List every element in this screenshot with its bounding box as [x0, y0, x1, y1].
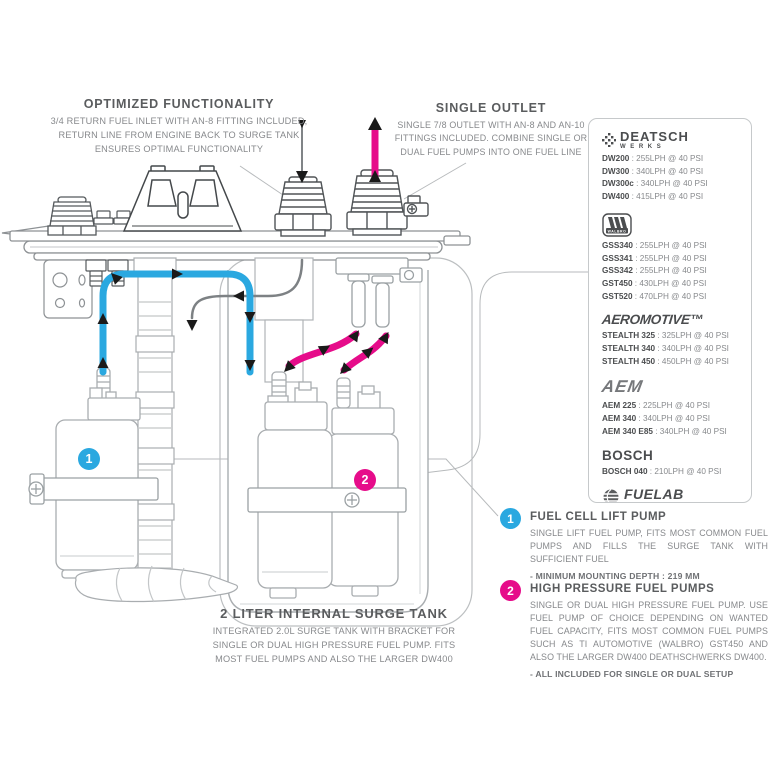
fuelab-logo [602, 487, 738, 503]
walbro-logo-text: WALBRO [607, 229, 627, 234]
optimized-functionality-body: 3/4 RETURN FUEL INLET WITH AN-8 FITTING INCLUDED, RETURN LINE FROM ENGINE BACK TO SURGE TANK ENSURES OPTIMAL FUNCTIONALITY [50, 116, 308, 154]
aeromotive-models [602, 330, 738, 368]
pump-spec-row: DW400 : 415LPH @ 40 PSI [602, 192, 704, 202]
annotation-optimized-functionality [40, 97, 318, 156]
pump-spec-row: GST520 : 470LPH @ 40 PSI [602, 291, 707, 301]
brand-aeromotive [602, 312, 738, 368]
annotation-single-outlet [385, 101, 597, 159]
vent-fitting [48, 197, 96, 235]
lift-pump-clamp [29, 474, 158, 504]
callout-2-body: SINGLE OR DUAL HIGH PRESSURE FUEL PUMP. USE FUEL PUMP OF CHOICE DEPENDING ON WANTED FUEL CAPACITY, FITS MOST COMMON FUEL PUMPS SUCH AS TI AUTOMOTIVE (WALBRO) GST450 AND ALSO THE LARGER DW400 DEATHSCHWERKS DW400. [530, 600, 768, 662]
deatschwerks-logo-sub: WERKS [620, 144, 666, 150]
callout-1-badge: 1 [500, 508, 521, 529]
walbro-logo [602, 213, 738, 237]
diagram-badge-high-pressure-pumps: 2 [354, 469, 376, 491]
hanger-bracket [124, 166, 241, 231]
callout-1-body: SINGLE LIFT FUEL PUMP, FITS MOST COMMON FUEL PUMPS AND FILLS THE SURGE TANK WITH SUFFICIENT FUEL [530, 528, 768, 564]
pump-spec-row: DW300 : 340LPH @ 40 PSI [602, 166, 704, 176]
single-outlet-body: SINGLE 7/8 OUTLET WITH AN-8 AND AN-10 FITTINGS INCLUDED. COMBINE SINGLE OR DUAL FUEL PUMPS INTO ONE FUEL LINE [394, 120, 588, 157]
brand-deatschwerks [602, 130, 738, 204]
pump-spec-row: AEM 340 E85 : 340LPH @ 40 PSI [602, 426, 727, 436]
pump-spec-row: DW300c : 340LPH @ 40 PSI [602, 179, 708, 189]
return-inlet-fitting [275, 177, 331, 236]
diagram-badge-lift-pump: 1 [78, 448, 100, 470]
lift-pump-strut [134, 258, 176, 592]
aem-models [602, 400, 738, 438]
fuelab-logo-text: FUELAB [624, 486, 684, 503]
fuelab-logo-sub [624, 502, 719, 503]
pump-spec-row: DW200 : 255LPH @ 40 PSI [602, 154, 704, 163]
callout-high-pressure-pumps [500, 580, 768, 679]
high-pressure-pump-1 [258, 372, 332, 598]
surge-tank-title: 2 LITER INTERNAL SURGE TANK [220, 606, 448, 621]
pump-spec-row: STEALTH 450 : 450LPH @ 40 PSI [602, 356, 729, 366]
bracket-slot [178, 192, 188, 218]
deatschwerks-logo-icon [602, 133, 616, 147]
pump-spec-row: AEM 340 : 340LPH @ 40 PSI [602, 414, 710, 424]
pump-spec-row: AEM 225 : 225LPH @ 40 PSI [602, 401, 710, 411]
leader-outlet-text-to-fitting [404, 163, 466, 199]
leader-optimized-to-inlet [240, 166, 286, 197]
deatschwerks-logo-text: DEATSCH [620, 129, 689, 144]
pump-clamp-band [248, 488, 406, 512]
brand-bosch [602, 448, 738, 479]
surge-tank-body: INTEGRATED 2.0L SURGE TANK WITH BRACKET FOR SINGLE OR DUAL HIGH PRESSURE FUEL PUMP. FITS MOST FUEL PUMPS AND ALSO THE LARGER DW400 [212, 626, 456, 664]
bosch-models [602, 466, 738, 479]
outlet-fitting [347, 170, 428, 235]
annotation-surge-tank [200, 606, 468, 666]
lift-pump [56, 368, 140, 578]
aeromotive-logo-text: AEROMOTIVE™ [601, 312, 704, 328]
callout-1-title: FUEL CELL LIFT PUMP [530, 511, 667, 523]
walbro-logo-icon [602, 213, 632, 237]
callout-2-note: - ALL INCLUDED FOR SINGLE OR DUAL SETUP [530, 668, 734, 679]
deatschwerks-logo [602, 130, 738, 150]
bosch-logo-text: BOSCH [602, 447, 654, 463]
pump-spec-row: BOSCH 040 : 210LPH @ 40 PSI [602, 466, 722, 476]
callout-2-title: HIGH PRESSURE FUEL PUMPS [530, 583, 715, 595]
brand-aem [602, 377, 738, 438]
pump-spec-row: GST450 : 430LPH @ 40 PSI [602, 278, 707, 288]
brand-fuelab [602, 487, 738, 503]
deatschwerks-models [602, 153, 738, 204]
fuelab-logo-icon [602, 488, 620, 503]
pump-spec-row: GSS340 : 255LPH @ 40 PSI [602, 240, 707, 250]
pump-spec-row: STEALTH 325 : 325LPH @ 40 PSI [602, 331, 729, 341]
aem-logo-text: AEM [600, 377, 645, 397]
callout-lift-pump [500, 508, 768, 581]
walbro-models [602, 240, 738, 304]
brand-walbro [602, 213, 738, 304]
underplate-bracket [44, 260, 92, 318]
fitting-hex-nut [48, 226, 96, 235]
single-outlet-title: SINGLE OUTLET [435, 101, 547, 115]
optimized-functionality-title: OPTIMIZED FUNCTIONALITY [83, 97, 275, 111]
callout-1-note: - MINIMUM MOUNTING DEPTH : 219 MM [530, 570, 700, 581]
filter-sock [76, 566, 238, 602]
pump-compatibility-panel [588, 118, 752, 503]
flange-right-tab [444, 236, 470, 245]
pump-spec-row: GSS341 : 255LPH @ 40 PSI [602, 253, 707, 263]
pump-spec-row: STEALTH 340 : 340LPH @ 40 PSI [602, 344, 729, 354]
callout-2-badge: 2 [500, 580, 521, 601]
pump-spec-row: GSS342 : 255LPH @ 40 PSI [602, 266, 707, 276]
